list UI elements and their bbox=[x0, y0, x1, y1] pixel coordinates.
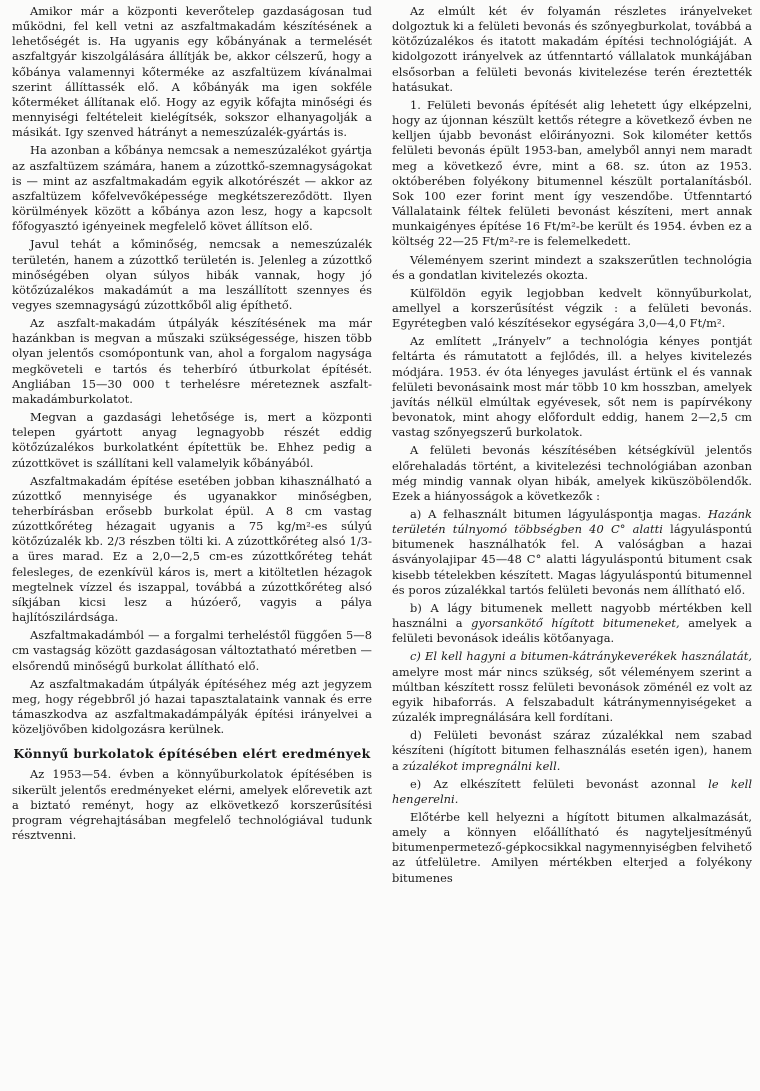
paragraph: Előtérbe kell helyezni a hígított bitumen alkalmazását, amely a könnyen előállítható és nagyteljesítményű bitumenpermetező-gépkocsikkal nagymennyiségben felvihető az útfelületre. Amilyen mértékben elterjed a folyékony bitumenes bbox=[392, 809, 752, 885]
text: amelyre most már nincs szükség, sőt véleményem szerint a múltban készített rossz felületi bevonások zöménél ez volt az egyik hibaforrás. A felszabadult kátránymennyiségeket a zúzalék impregnálására kell fordítani. bbox=[392, 664, 752, 725]
emphasis: le kell hengerelni. bbox=[392, 776, 753, 806]
list-item-d bbox=[392, 728, 752, 773]
paragraph: Az elmúlt két év folyamán részletes irányelveket dolgoztuk ki a felületi bevonás és szőnyegburkolat, továbbá a kötőzúzalékos és itatott makadám építési technológiáját. A kidolgozott irányelvek az útfenntartó vállalatok munkájában elsősorban a felületi bevonás kivitelezése terén éreztették hatásukat. bbox=[392, 4, 752, 94]
paragraph: Megvan a gazdasági lehetősége is, mert a központi telepen gyártott anyag legnagyobb részét eddig kötőzúzalékos burkolatként építettük be. Ehhez pedig a zúzottkövet is szállítani kell valamelyik kőbányából. bbox=[12, 410, 372, 470]
paragraph: Aszfaltmakadámból — a forgalmi terheléstől függően 5—8 cm vastagság között gazdaságosan változtatható méretben — elsőrendű minőségű burkolat állítható elő. bbox=[12, 628, 372, 673]
paragraph: Aszfaltmakadám építése esetében jobban kihasználható a zúzottkő mennyisége és ugyanakkor minőségben, teherbírásban erősebb burkolat épül. A 8 cm vastag zúzottkőréteg hézagait ugyanis a 75 kg/m²-es súlyú kötőzúzalék kb. 2/3 részben tölti ki. A zúzottkőréteg alsó 1/3-a üres marad. Ez a 2,0—2,5 cm-es zúzottkőréteg tehát felesleges, de ezenkívül káros is, mert a kitöltetlen hézagok megtelnek vízzel és iszappal, továbbá a zúzottkőréteg alsó síkjában kicsi lesz a húzóerő, vagyis a pálya hajlítószilárdsága. bbox=[12, 473, 372, 625]
right-column bbox=[392, 4, 752, 886]
text: a) A felhasznált bitumen lágyuláspontja magas. bbox=[410, 507, 702, 521]
left-column bbox=[12, 4, 372, 843]
paragraph: Külföldön egyik legjobban kedvelt könnyűburkolat, amellyel a korszerűsítést végzik : a felületi bevonás. Egyrétegben való készítésekor egységára 3,0—4,0 Ft/m². bbox=[392, 285, 752, 331]
list-item-c bbox=[392, 649, 752, 725]
paragraph: Ha azonban a kőbánya nemcsak a nemeszúzalékot gyártja az aszfaltüzem számára, hanem a zúzottkő-szemnagyságokat is — mint az aszfaltmakadám egyik alkotórészét — akkor az aszfaltüzem kőfelvevőképessége megkétszereződött. Ilyen körülmények között a kőbánya azon lesz, hogy a kapcsolt főfogyasztó igényeinek megfelelő követ állítson elő. bbox=[12, 143, 372, 234]
paragraph: Amikor már a központi keverőtelep gazdaságosan tud működni, fel kell vetni az aszfaltmakadám készítésének a lehetőségét is. Ha ugyanis egy kőbányának a termelését aszfaltgyár kiszolgálására állítják be, akkor célszerű, hogy a kőbánya valamennyi kőterméke az aszfaltüzem kívánalmai szerint állíttassék elő. A kőbányák ma igen sokféle kőterméket állítanak elő. Hogy az egyik kőfajta minőségi és mennyiségi feltételeit kielégítsék, sokszor elhanyagolják a másikát. Igy szenved hátrányt a nemeszúzalék-gyártás is. bbox=[12, 4, 372, 140]
text: lágyuláspontú bitumenek használhatók fel. A valóságban a hazai ásványolajipar 45—48 C° alatti lágyuláspontú bitument csak kisebb tételekben készített. Magas lágyuláspontú bitumennel és poros zúzalékkal tartós felületi bevonás nem állítható elő. bbox=[392, 522, 752, 597]
paragraph: Az aszfaltmakadám útpályák építéséhez még azt jegyzem meg, hogy régebbről jó hazai tapasztalataink vannak és erre támaszkodva az aszfaltmakadámpályák építési irányelvei a közeljövőben kidolgozásra kerülnek. bbox=[12, 676, 372, 737]
paragraph: Az aszfalt-makadám útpályák készítésének ma már hazánkban is megvan a műszaki szükségessége, hiszen több olyan jelentős csomópontunk van, ahol a forgalom nagysága megköveteli e tartós és teherbíró útburkolat építését. Angliában 15—30 000 t terhelésre méreteznek aszfalt-makadámburkolatot. bbox=[12, 316, 372, 406]
text: e) Az elkészített felületi bevonást azonnal bbox=[410, 776, 696, 791]
emphasis: c) El kell hagyni a bitumen-kátránykeverékek használatát, bbox=[410, 649, 752, 664]
paragraph: Az 1953—54. évben a könnyűburkolatok építésében is sikerült jelentős eredményeket elérni, amelyek előrevetik azt a biztató reményt, hogy az elkövetkező korszerűsítési program végrehajtásában megfelelő technológiával tudunk résztvenni. bbox=[12, 767, 372, 842]
list-item-e bbox=[392, 777, 752, 807]
paragraph: Javul tehát a kőminőség, nemcsak a nemeszúzalék területén, hanem a zúzottkő területén is. Jelenleg a zúzottkő minőségében olyan súlyos hibák vannak, hogy jó kötőzúzalékos makadámút a ma leszállított szennyes és vegyes szemnagyságú zúzottkőből alig építhető. bbox=[12, 237, 372, 312]
text: amelyek a felületi bevonások ideális kötőanyaga. bbox=[392, 616, 753, 646]
paragraph: Véleményem szerint mindezt a szakszerűtlen technológia és a gondatlan kivitelezés okozta. bbox=[392, 252, 752, 282]
paragraph: A felületi bevonás készítésében kétségkívül jelentős előrehaladás történt, a kivitelezési technológiában azonban még mindig vannak olyan hibák, amelyek kiküszöbölendők. Ezek a hiányosságok a következők : bbox=[392, 443, 752, 503]
emphasis: Hazánk területén túlnyomó többségben 40 C° alatti bbox=[392, 507, 752, 537]
text: d) Felületi bevonást száraz zúzalékkal nem szabad készíteni (hígított bitumen felhasználás esetén igen), hanem a bbox=[392, 728, 752, 773]
text: b) A lágy bitumenek mellett nagyobb mértékben kell használni a bbox=[392, 600, 752, 631]
section-heading: Könnyű burkolatok építésében elért eredmények bbox=[13, 746, 371, 762]
emphasis: zúzalékot impregnálni kell. bbox=[402, 758, 561, 773]
paragraph: Az említett „Irányelv” a technológia kényes pontját feltárta és rámutatott a fejlődés, ill. a helyes kivitelezés módjára. 1953. év óta lényeges javulást értünk el és vannak felületi bevonásaink most már több 10 km hosszban, amelyek javítás nélkül elmúltak egyévesek, sőt nem is papírvékony bevonatok, mint ahogy előfordult eddig, hanem 2—2,5 cm vastag szőnyegszerű burkolatok. bbox=[392, 334, 752, 440]
emphasis: gyorsankötő hígított bitumeneket, bbox=[471, 616, 680, 631]
list-item-b bbox=[392, 601, 752, 646]
paragraph: 1. Felületi bevonás építését alig lehetett úgy elképzelni, hogy az újonnan készült kettős rétegre a következő évben ne kelljen újabb bevonást előirányozni. Sok kilométer kettős felületi bevonás épült 1953-ban, amelyből annyi nem maradt meg a következő évre, mint a 68. sz. úton az 1953. októberében folyékony bitumennel készült portalanításból. Sok 100 ezer forint ment így veszendőbe. Útfenntartó Vállalataink féltek felületi bevonást készíteni, mert annak munkaigényes építése 16 Ft/m²-be került és 1954. évben ez a költség 22—25 Ft/m²-re is felemelkedett. bbox=[392, 97, 752, 249]
list-item-a bbox=[392, 507, 752, 598]
